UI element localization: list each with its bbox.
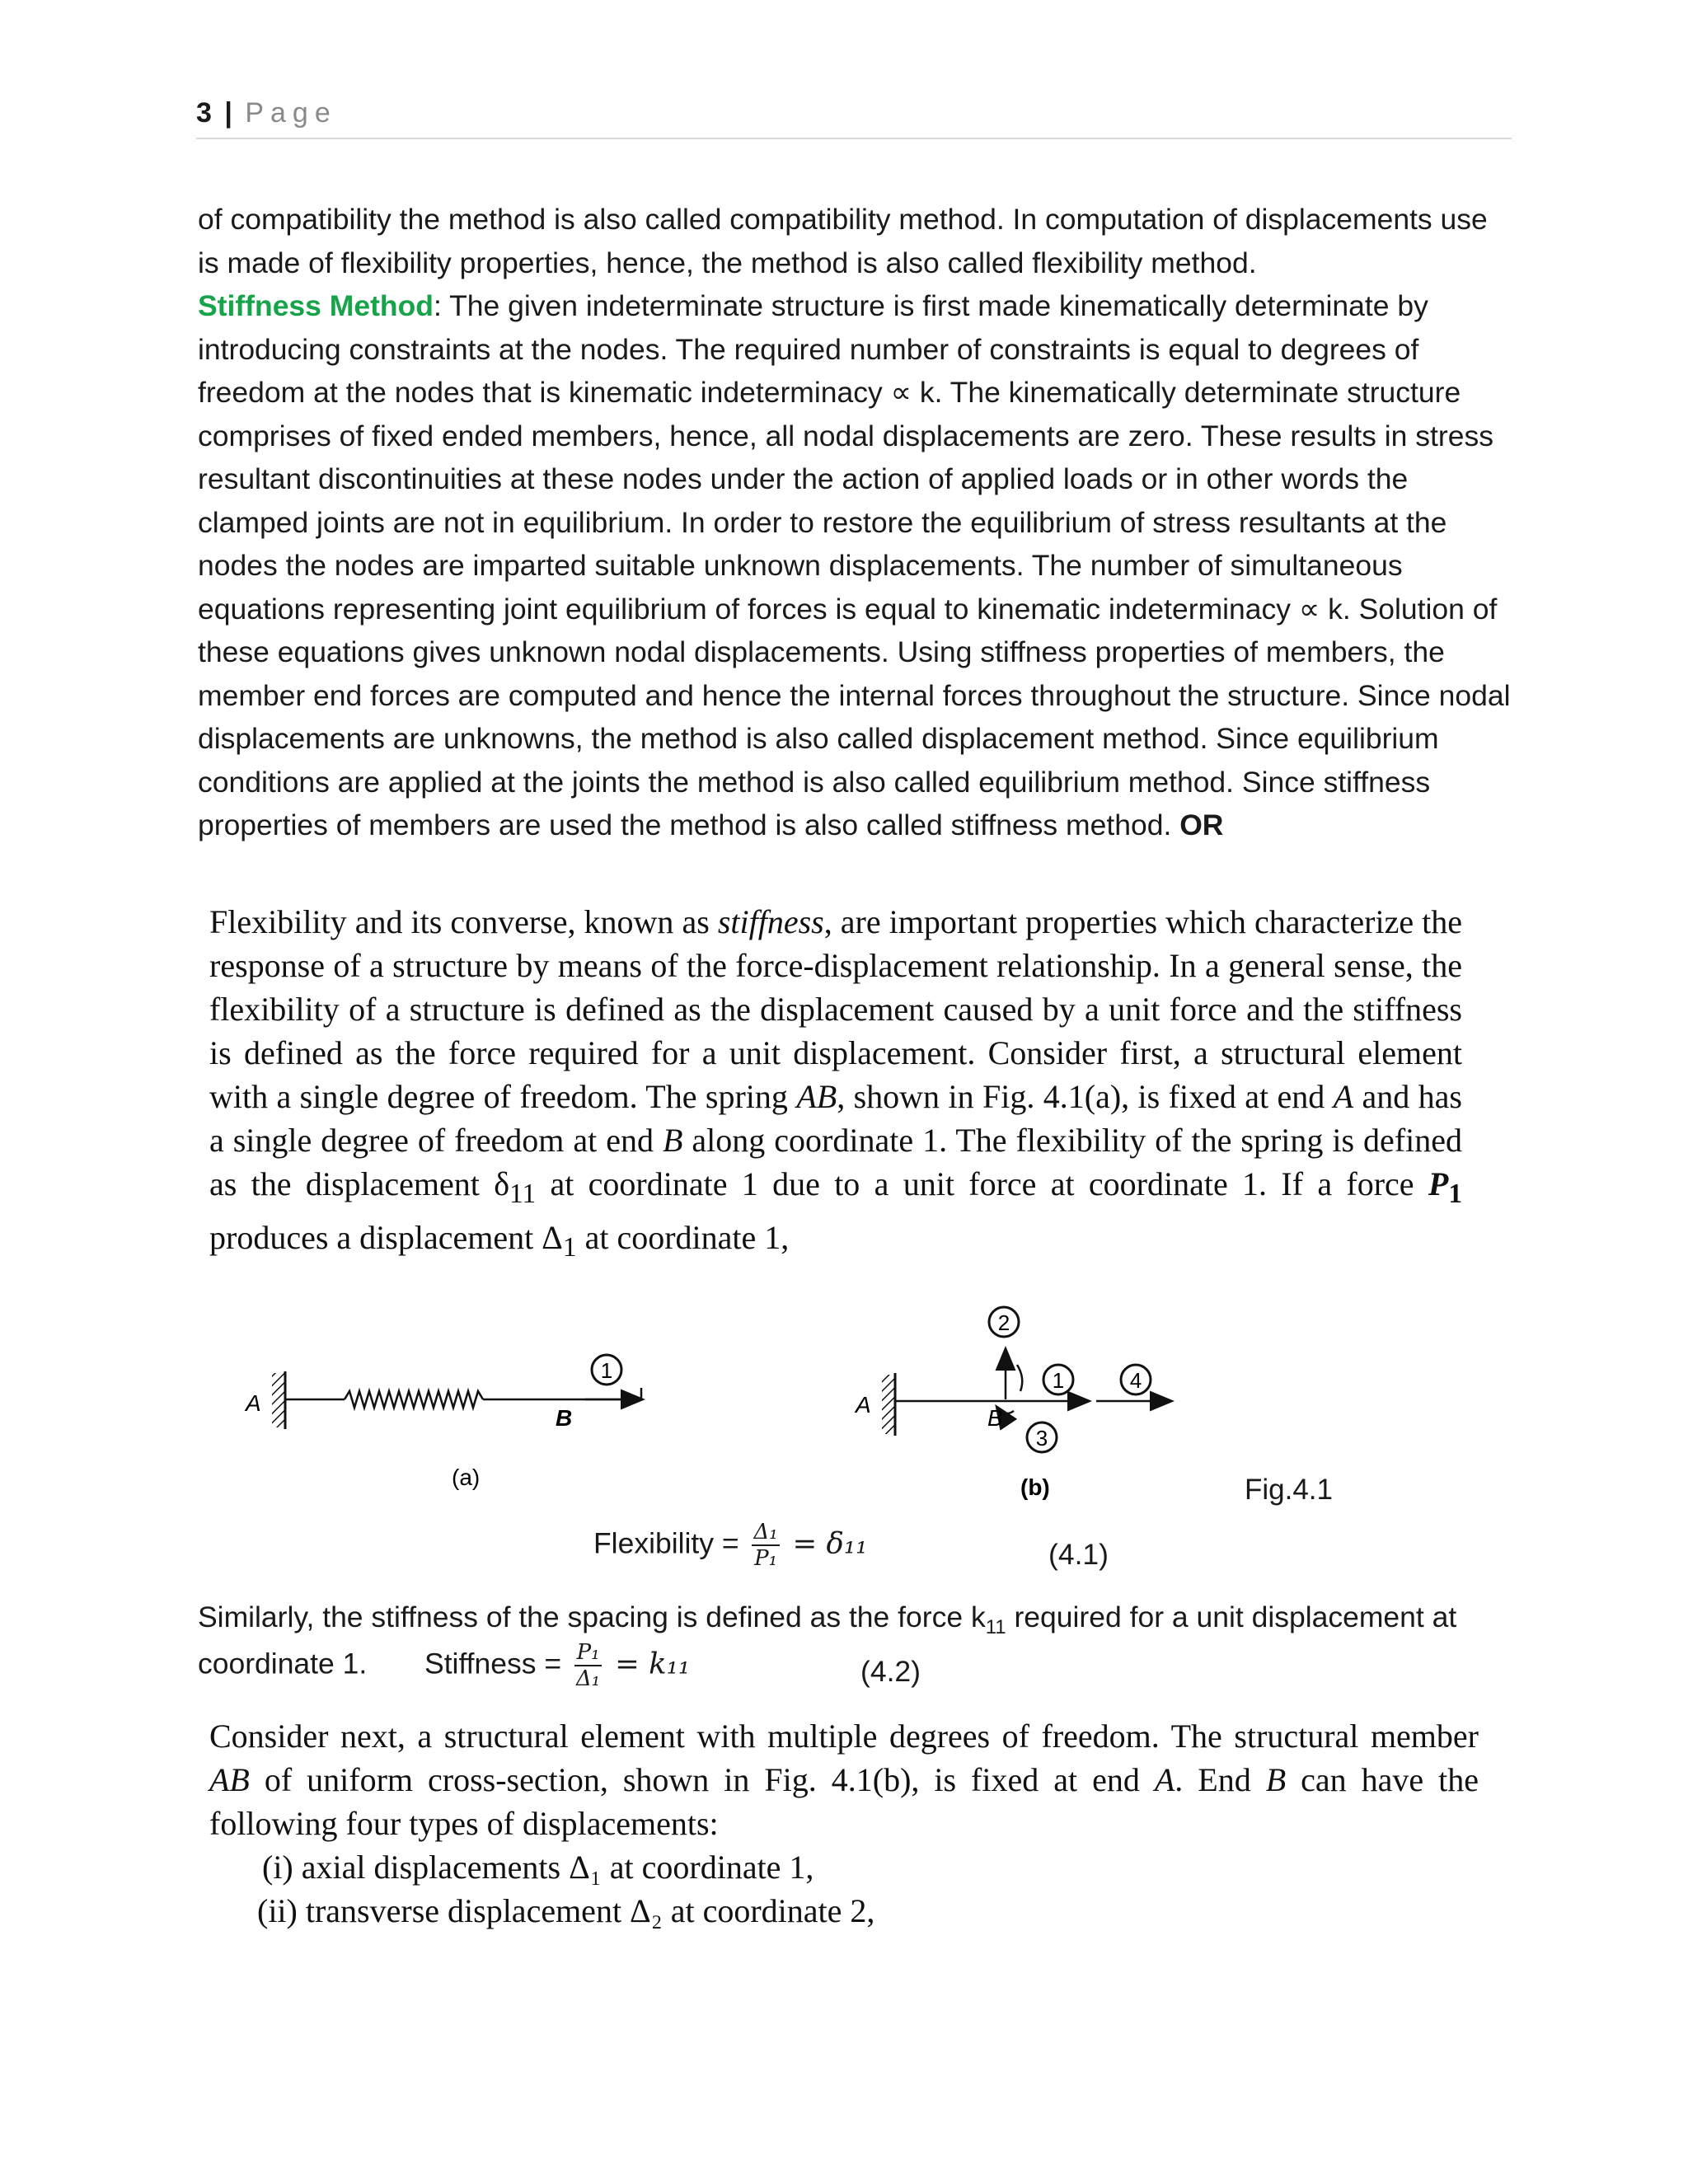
equation-4-1 <box>593 1520 867 1571</box>
page-number: 3 <box>196 97 212 129</box>
scan1-sub-1b: 1 <box>562 1232 577 1263</box>
eq1-number: (4.1) <box>1048 1538 1109 1571</box>
eq2-denominator: Δ₁ <box>576 1666 601 1691</box>
body-paragraph <box>198 198 1517 847</box>
scan1-b: B <box>663 1122 683 1159</box>
or-label: OR <box>1179 808 1224 841</box>
scan2-text-4: can have the following four types of displacements: <box>209 1761 1479 1842</box>
scan1-text-7: produces a displacement Δ <box>209 1219 563 1256</box>
scan1-text-2: , are important properties which characterize the response of a structure by means of the force-displacement relationship. In a general sense, the flexibility of a structure is defined as the displacement caused by a unit force and the stiffness is defined as the force required for a unit displacement. Consider first, a structural element with a single degree of freedom. The spring <box>209 903 1462 1115</box>
coord-b-1: 1 <box>1052 1368 1065 1393</box>
stiffness-method-heading: Stiffness Method <box>198 289 434 322</box>
label-a-fixed: A <box>246 1390 261 1416</box>
scan1-p: P <box>1428 1165 1449 1202</box>
coord-a-1: 1 <box>600 1358 613 1383</box>
label-b-fixed: A <box>856 1392 871 1418</box>
scan2-text-2: of uniform cross-section, shown in Fig. 4.1(b), is fixed at end <box>249 1761 1155 1798</box>
scan2-b: B <box>1265 1761 1287 1798</box>
page-word: Page <box>245 97 337 129</box>
scan1-text-1: Flexibility and its converse, known as <box>209 903 718 940</box>
label-b-end: B <box>987 1405 1003 1431</box>
caption-a: (a) <box>452 1465 481 1490</box>
label-a-end: B <box>556 1405 573 1431</box>
scan1-stiffness-italic: stiffness <box>717 903 824 940</box>
page-header <box>196 97 1512 139</box>
coord-b-4: 4 <box>1129 1368 1142 1393</box>
scan1-sub-11: 11 <box>509 1179 537 1209</box>
eq1-numerator: Δ₁ <box>753 1520 778 1544</box>
scan1-text-4: and has a single degree of freedom at end <box>209 1078 1462 1159</box>
eq2-numerator: P₁ <box>574 1640 602 1666</box>
eq2-number: (4.2) <box>860 1655 921 1688</box>
scan1-text-5: along coordinate 1. The flexibility of the spring is defined as the displacement δ <box>209 1122 1463 1202</box>
similarly-text-2: required for a unit displacement at <box>1006 1601 1457 1633</box>
eq1-denominator: P₁ <box>754 1546 778 1571</box>
scanned-excerpt-multiple-dof <box>209 1714 1479 1933</box>
equation-4-2 <box>198 1640 690 1691</box>
list-item: (i) axial displacements Δ₁ at coordinate 1, <box>262 1849 814 1886</box>
scan1-text-3: , shown in Fig. 4.1(a), is fixed at end <box>837 1078 1334 1115</box>
eq1-fraction <box>752 1520 779 1571</box>
eq2-rhs: = k₁₁ <box>615 1647 691 1681</box>
coord-b-3: 3 <box>1035 1426 1048 1451</box>
eq2-prefix: coordinate 1. <box>198 1647 368 1680</box>
fixed-support-a <box>272 1373 285 1427</box>
figure-label: Fig.4.1 <box>1245 1474 1333 1506</box>
fixed-support-b <box>882 1375 895 1434</box>
caption-b: (b) <box>1020 1474 1050 1500</box>
scanned-excerpt-flexibility <box>209 900 1462 1269</box>
list-item: (ii) transverse displacement Δ₂ at coordinate 2, <box>257 1892 875 1929</box>
similarly-text-1: Similarly, the stiffness of the spacing is defined as the force k <box>198 1601 986 1633</box>
eq1-label: Flexibility = <box>593 1526 739 1560</box>
scan1-a: A <box>1333 1078 1354 1115</box>
scan2-text-1: Consider next, a structural element with multiple degrees of freedom. The structural member <box>209 1718 1479 1755</box>
figure-b-beam <box>854 1307 1170 1500</box>
scan1-sub-1: 1 <box>1448 1179 1462 1209</box>
paragraph-intro: of compatibility the method is also called compatibility method. In computation of displacements use is made of flexibility properties, hence, the method is also called flexibility method. <box>198 203 1488 279</box>
scan1-ab: AB <box>796 1078 837 1115</box>
spring-coil <box>345 1391 483 1408</box>
scan2-a: A <box>1154 1761 1175 1798</box>
scan1-text-8: at coordinate 1, <box>576 1219 790 1256</box>
scan1-text-6: at coordinate 1 due to a unit force at coordinate 1. If a force <box>536 1165 1428 1202</box>
eq2-label: Stiffness = <box>424 1647 562 1680</box>
eq2-fraction <box>574 1640 602 1691</box>
similarly-sub: 11 <box>985 1616 1006 1639</box>
header-separator: | <box>224 97 232 129</box>
figure-a-spring <box>244 1355 641 1490</box>
scan2-text-3: . End <box>1175 1761 1266 1798</box>
eq1-rhs: = δ₁₁ <box>792 1526 868 1561</box>
coord-b-2: 2 <box>997 1310 1010 1335</box>
stiffness-method-text: : The given indeterminate structure is first made kinematically determinate by introducing constraints at the nodes. The required number of constraints is equal to degrees of freedom at the nodes that is kinematic indeterminacy ∝ k. The kinematically determinate structure comprises of fixed ended members, hence, all nodal displacements are zero. These results in stress resultant discontinuities at these nodes under the action of applied loads or in other words the clamped joints are not in equilibrium. In order to restore the equilibrium of stress resultants at the nodes the nodes are imparted suitable unknown displacements. The number of simultaneous equations representing joint equilibrium of forces is equal to kinematic indeterminacy ∝ k. Solution of these equations gives unknown nodal displacements. Using stiffness properties of members, the member end forces are computed and hence the internal forces throughout the structure. Since nodal displacements are unknowns, the method is also called displacement method. Since equilibrium conditions are applied at the joints the method is also called equilibrium method. Since stiffness properties of members are used the method is also called stiffness method. <box>198 289 1511 841</box>
scan2-ab: AB <box>209 1761 250 1798</box>
